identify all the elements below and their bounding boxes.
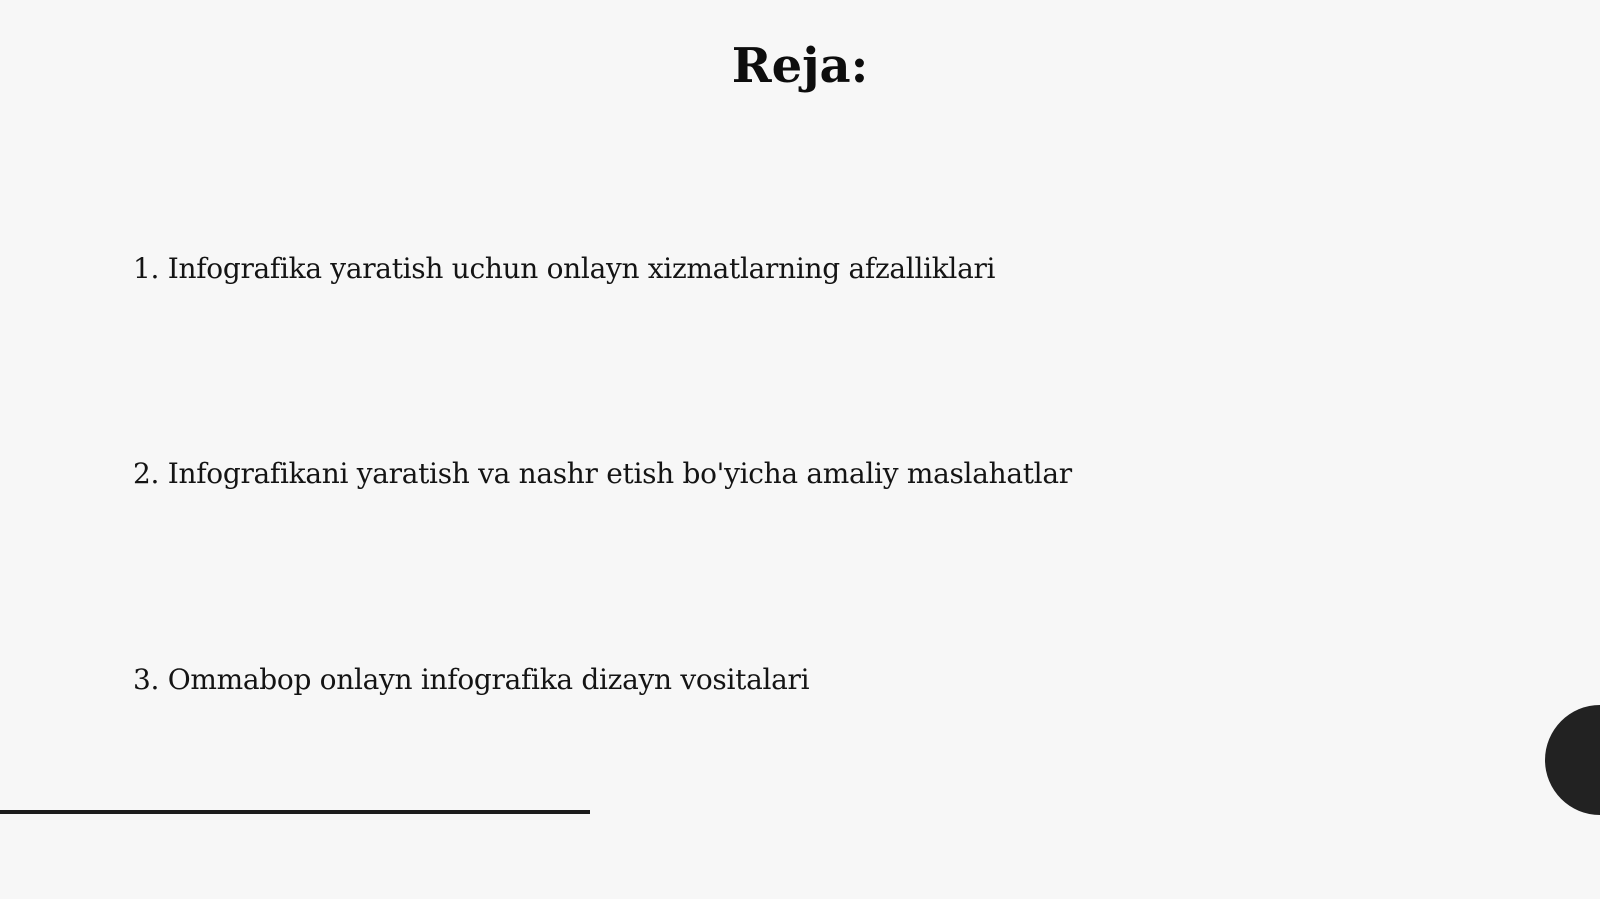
- decorative-circle-shape: [1545, 705, 1600, 815]
- slide-title: Reja:: [731, 38, 869, 94]
- decorative-divider-line: [0, 810, 590, 814]
- agenda-item-2: 2. Infografikani yaratish va nashr etish bo'yicha amaliy maslahatlar: [133, 457, 1072, 490]
- agenda-item-3: 3. Ommabop onlayn infografika dizayn vositalari: [133, 663, 810, 696]
- agenda-item-1: 1. Infografika yaratish uchun onlayn xizmatlarning afzalliklari: [133, 252, 996, 285]
